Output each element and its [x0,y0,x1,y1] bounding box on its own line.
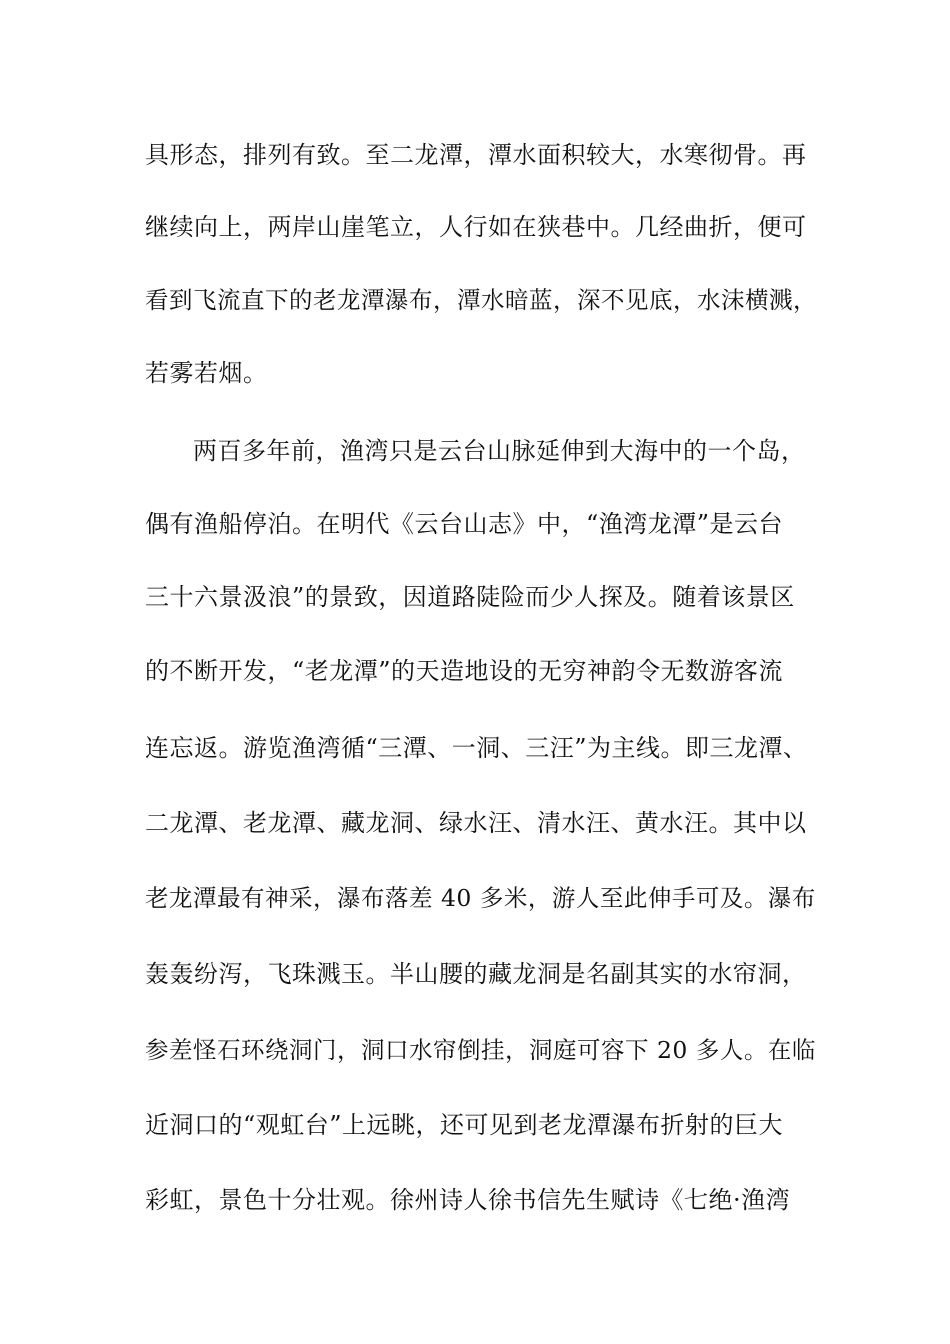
text-line: 老龙潭最有神采，瀑布落差 40 多米，游人至此伸手可及。瀑布 [145,884,816,912]
text-line: 彩虹，景色十分壮观。徐州诗人徐书信先生赋诗《七绝·渔湾 [145,1186,791,1214]
text-line: 偶有渔船停泊。在明代《云台山志》中，“渔湾龙潭”是云台 [145,510,784,538]
text-line: 近洞口的“观虹台”上远眺，还可见到老龙潭瀑布折射的巨大 [145,1111,784,1139]
text-line: 的不断开发，“老龙潭”的天造地设的无穷神韵令无数游客流 [145,657,784,685]
paragraph-first-line: 两百多年前，渔湾只是云台山脉延伸到大海中的一个岛， [193,437,806,465]
text-line: 三十六景汲浪”的景致，因道路陡险而少人探及。随着该景区 [145,583,795,611]
text-line: 连忘返。游览渔湾循“三潭、一洞、三汪”为主线。即三龙潭、 [145,734,808,762]
text-line: 轰轰纷泻，飞珠溅玉。半山腰的藏龙洞是名副其实的水帘洞， [145,960,807,988]
text-line: 具形态，排列有致。至二龙潭，潭水面积较大，水寒彻骨。再 [145,141,807,169]
text-line: 参差怪石环绕洞门，洞口水帘倒挂，洞庭可容下 20 多人。在临 [145,1036,816,1064]
text-line: 若雾若烟。 [145,359,268,387]
text-line: 继续向上，两岸山崖笔立，人行如在狭巷中。几经曲折，便可 [145,213,807,241]
text-line: 看到飞流直下的老龙潭瀑布，潭水暗蓝，深不见底，水沫横溅， [145,286,817,314]
text-line: 二龙潭、老龙潭、藏龙洞、绿水汪、清水汪、黄水汪。其中以 [145,809,807,837]
